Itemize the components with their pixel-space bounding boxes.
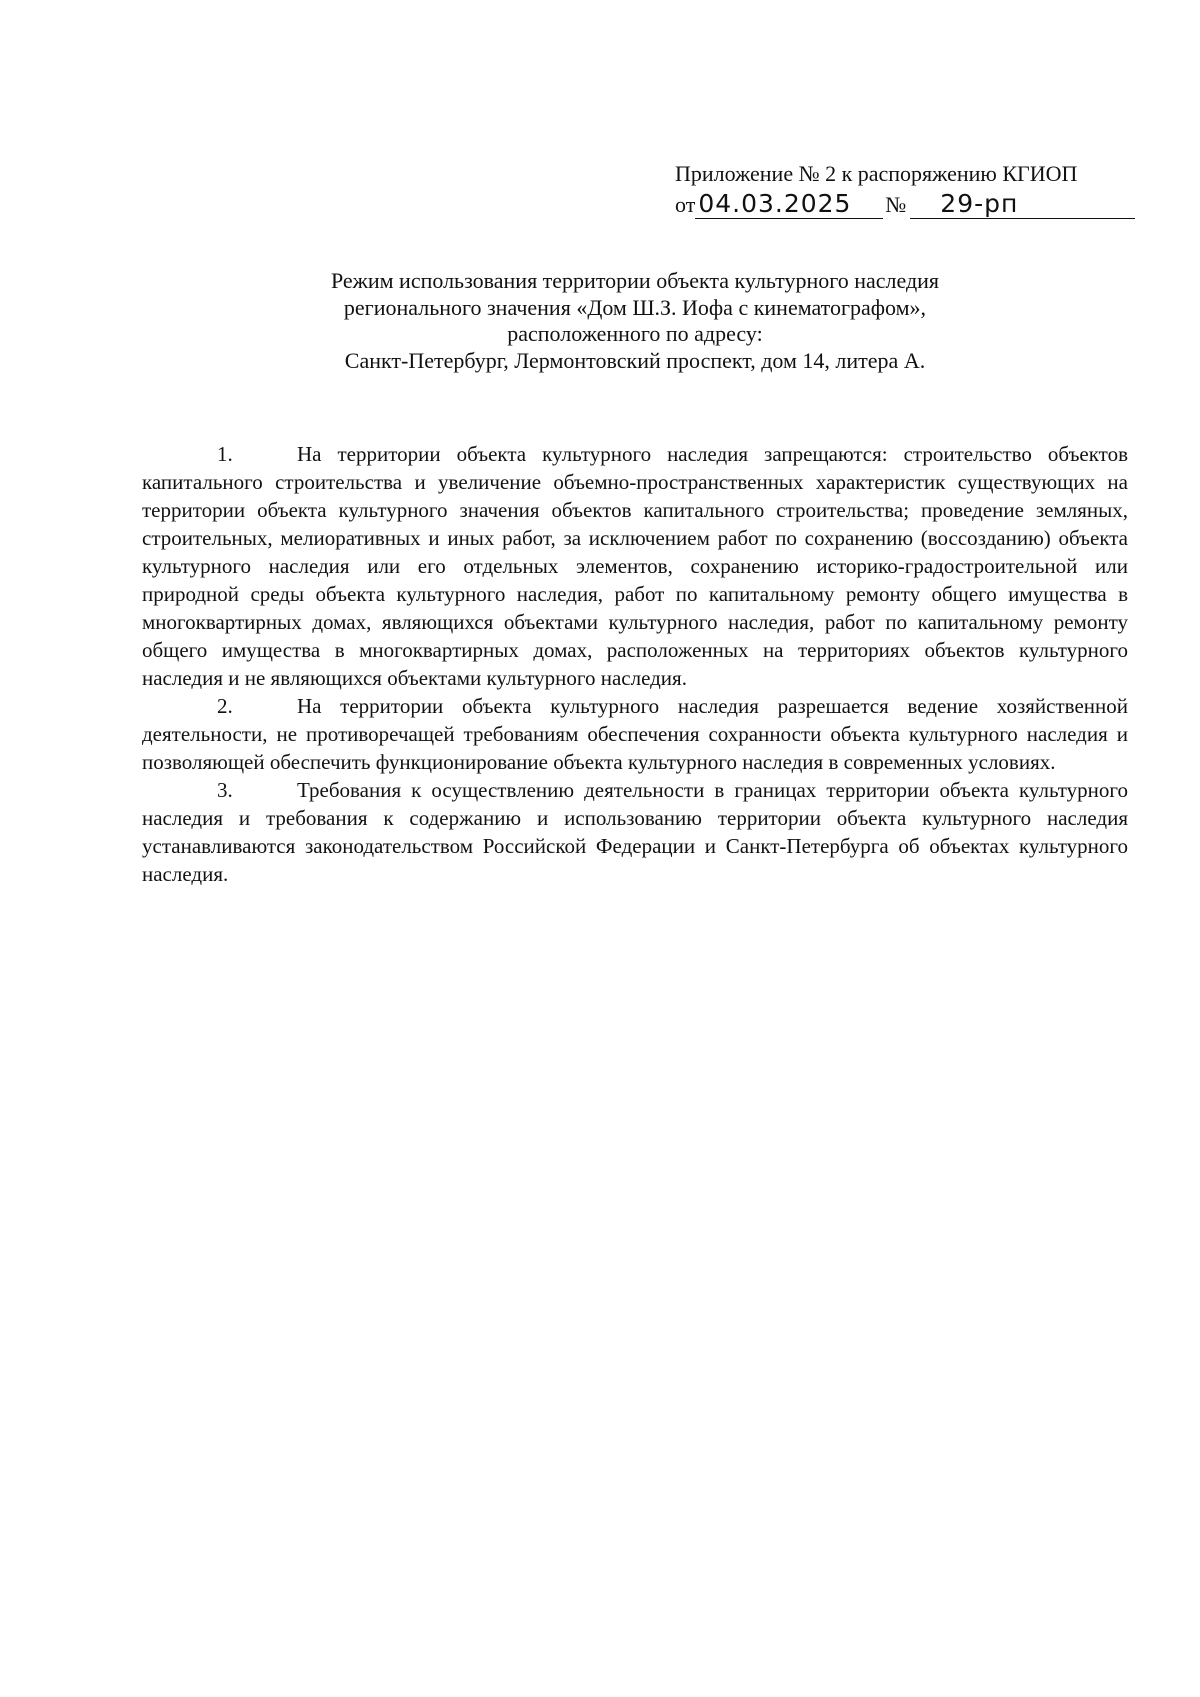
order-date-handwritten: 04.03.2025 bbox=[695, 190, 883, 219]
appendix-reference: Приложение № 2 к распоряжению КГИОП bbox=[675, 161, 1078, 186]
paragraph-2 bbox=[142, 692, 1128, 776]
document-header bbox=[675, 158, 1135, 220]
paragraph-text: На территории объекта культурного наследия запрещаются: строительство объектов капитального строительства и увеличение объемно-пространственных характеристик существующих на территории объекта культурного значения объектов капитального строительства; проведение земляных, строительных, мелиоративных и иных работ, за исключением работ по сохранению (воссозданию) объекта культурного наследия или его отдельных элементов, сохранению историко-градостроительной или природной среды объекта культурного наследия, работ по капитальному ремонту общего имущества в многоквартирных домах, являющихся объектами культурного наследия, работ по капитальному ремонту общего имущества в многоквартирных домах, расположенных на территориях объектов культурного наследия и не являющихся объектами культурного наследия. bbox=[142, 442, 1128, 690]
from-label: от bbox=[675, 192, 696, 217]
paragraph-text: Требования к осуществлению деятельности в границах территории объекта культурного наследия и требования к содержанию и использованию территории объекта культурного наследия устанавливаются законодательством Российской Федерации и Санкт-Петербурга об объектах культурного наследия. bbox=[142, 778, 1128, 886]
title-line-3: расположенного по адресу: bbox=[507, 321, 763, 346]
paragraph-number: 3. bbox=[217, 778, 233, 802]
document-body bbox=[142, 440, 1128, 888]
number-label: № bbox=[885, 192, 907, 217]
paragraph-text: На территории объекта культурного наследия разрешается ведение хозяйственной деятельности, не противоречащей требованиям обеспечения сохранности объекта культурного наследия и позволяющей обеспечить функционирование объекта культурного наследия в современных условиях. bbox=[142, 694, 1128, 774]
order-number-handwritten: 29-рп bbox=[910, 190, 1135, 219]
paragraph-3 bbox=[142, 776, 1128, 888]
paragraph-1 bbox=[142, 440, 1128, 692]
order-date-number-line bbox=[675, 189, 1135, 220]
paragraph-number: 2. bbox=[217, 694, 233, 718]
title-line-2: регионального значения «Дом Ш.З. Иофа с кинематографом», bbox=[343, 294, 927, 320]
title-line-1: Режим использования территории объекта культурного наследия bbox=[330, 268, 940, 293]
document-title bbox=[140, 268, 1130, 374]
paragraph-number: 1. bbox=[217, 442, 233, 466]
title-line-4: Санкт-Петербург, Лермонтовский проспект, дом 14, литера А. bbox=[344, 347, 926, 373]
